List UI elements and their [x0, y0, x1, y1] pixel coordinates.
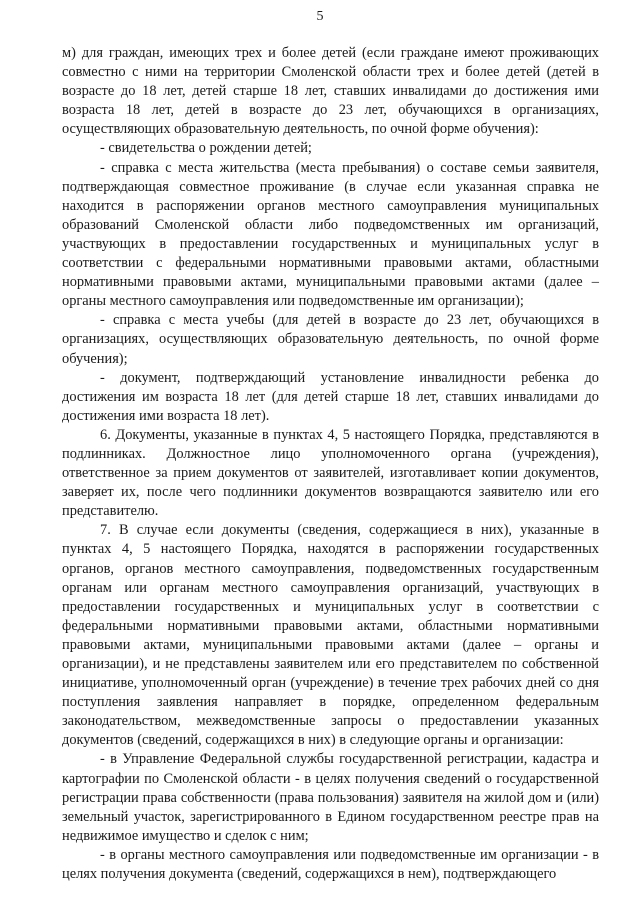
list-item-birth-certificates: - свидетельства о рождении детей;: [100, 140, 312, 157]
paragraph-m-large-families: м) для граждан, имеющих трех и более детей (если граждане имеют проживающих совместно с ними на территории Смоленской области трех и более детей (детей в возрасте до 18 лет, детей старше 18 лет, ставших инвалидами до достижения ими возраста 18 лет, детей в возрасте до 23 лет, обучающихся в организациях, осуществляющих образовательную деятельность, по очной форме обучения):: [62, 45, 599, 138]
list-item-residence-certificate: - справка с места жительства (места пребывания) о составе семьи заявителя, подтверждающая совместное проживание (в случае если указанная справка не находится в распоряжении органов местного самоуправления муниципальных образований Смоленской области либо подведомственных им организаций, участвующих в предоставлении государственных и муниципальных услуг в соответствии с федеральными нормативными правовыми актами, областными нормативными правовыми актами, муниципальными правовыми актами (далее – органы местного самоуправления или подведомственные им организации);: [62, 159, 599, 310]
list-item-disability-document: - документ, подтверждающий установление инвалидности ребенка до достижения им возраста 18 лет (для детей старше 18 лет, ставших инвалидами до достижения ими возраста 18 лет).: [62, 369, 599, 424]
list-item-study-certificate: - справка с места учебы (для детей в возрасте до 23 лет, обучающихся в организациях, осуществляющих образовательную деятельность, по очной форме обучения);: [62, 312, 599, 367]
paragraph-7-interagency-requests: 7. В случае если документы (сведения, содержащиеся в них), указанные в пунктах 4, 5 настоящего Порядка, находятся в распоряжении государственных органов, органов местного самоуправления, подведомственных государственным органам или органам местного самоуправления организаций, участвующих в предоставлении государственных и муниципальных услуг в соответствии с федеральными нормативными правовыми актами, областными нормативными правовыми актами, муниципальными правовыми актами (далее – органы и организации), и не представлены заявителем или его представителем по собственной инициативе, уполномоченный орган (учреждение) в течение трех рабочих дней со дня поступления заявления направляет в порядке, определенном федеральным законодательством, межведомственные запросы о предоставлении указанных документов (сведений, содержащихся в них) в следующие органы и организации:: [62, 522, 599, 749]
paragraph-6-originals: 6. Документы, указанные в пунктах 4, 5 настоящего Порядка, представляются в подлинниках. Должностное лицо уполномоченного органа (учреждения), ответственное за прием документов от заявителей, изготавливает копии документов, заверяет их, после чего подлинники документов возвращаются заявителю или его представителю.: [62, 426, 599, 520]
list-item-rosreestr: - в Управление Федеральной службы государственной регистрации, кадастра и картографии по Смоленской области - в целях получения сведений о государственной регистрации права собственности (права пользования) заявителя на жилой дом и (или) земельный участок, зарегистрированного в Едином государственном реестре прав на недвижимое имущество и сделок с ним;: [62, 751, 599, 844]
page-number: 5: [316, 9, 324, 24]
document-body: [62, 44, 599, 884]
list-item-local-government: - в органы местного самоуправления или подведомственные им организации - в целях получения документа (сведений, содержащихся в нем), подтверждающего: [62, 846, 599, 883]
